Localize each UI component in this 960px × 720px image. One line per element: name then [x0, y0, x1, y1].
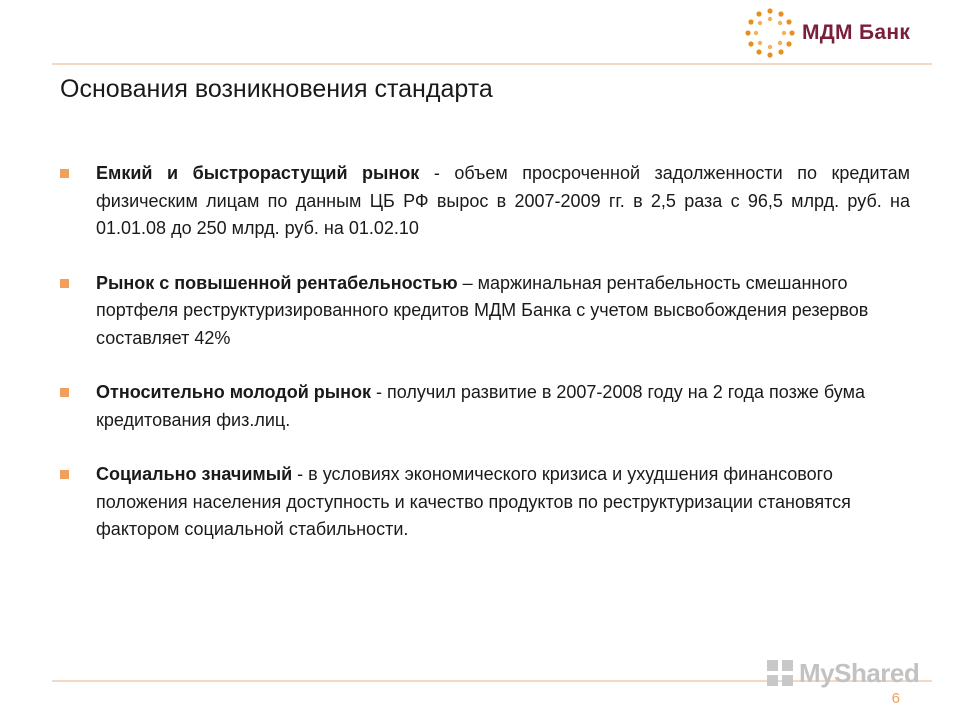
bullet-text: - объем просроченной задолженности по кредитам физическим лицам по данным ЦБ РФ вырос в 2007-2009 гг. в 2,5 раза с 96,5 млрд. руб. на 01.01.08 до 250 млрд. руб. на 01.02.10 — [96, 163, 910, 238]
bullet-title: Емкий и быстрорастущий рынок — [96, 163, 420, 183]
bullet-list — [60, 160, 910, 571]
bullet-text: - в условиях экономического кризиса и ухудшения финансового положения населения доступность и качество продуктов по реструктуризации становятся фактором социальной стабильности. — [96, 464, 851, 539]
bullet-text: – маржинальная рентабельность смешанного портфеля реструктуризированного кредитов МДМ Банка с учетом высвобождения резервов составляет 42% — [96, 272, 869, 348]
list-item — [60, 160, 910, 243]
page-number: 6 — [891, 690, 900, 707]
top-divider — [52, 63, 932, 65]
bullet-marker-icon — [60, 279, 69, 288]
bullet-marker-icon — [60, 169, 69, 178]
list-item — [60, 461, 910, 544]
mdm-bank-logo — [744, 8, 924, 58]
bullet-title: Относительно молодой рынок — [96, 382, 372, 402]
watermark-squares-icon — [765, 658, 795, 688]
bullet-text: - получил развитие в 2007-2008 году на 2 года позже бума кредитования физ.лиц. — [96, 382, 865, 430]
page-title: Основания возникновения стандарта — [60, 75, 493, 103]
logo-text: МДМ Банк — [802, 21, 911, 44]
myshared-watermark — [765, 655, 925, 691]
sun-logo-icon — [744, 7, 796, 59]
list-item — [60, 270, 910, 353]
bullet-marker-icon — [60, 470, 69, 479]
list-item — [60, 379, 910, 434]
bullet-title: Рынок с повышенной рентабельностью — [96, 272, 458, 293]
watermark-text: MyShared — [799, 657, 920, 688]
bullet-title: Социально значимый — [96, 464, 293, 484]
bullet-marker-icon — [60, 388, 69, 397]
